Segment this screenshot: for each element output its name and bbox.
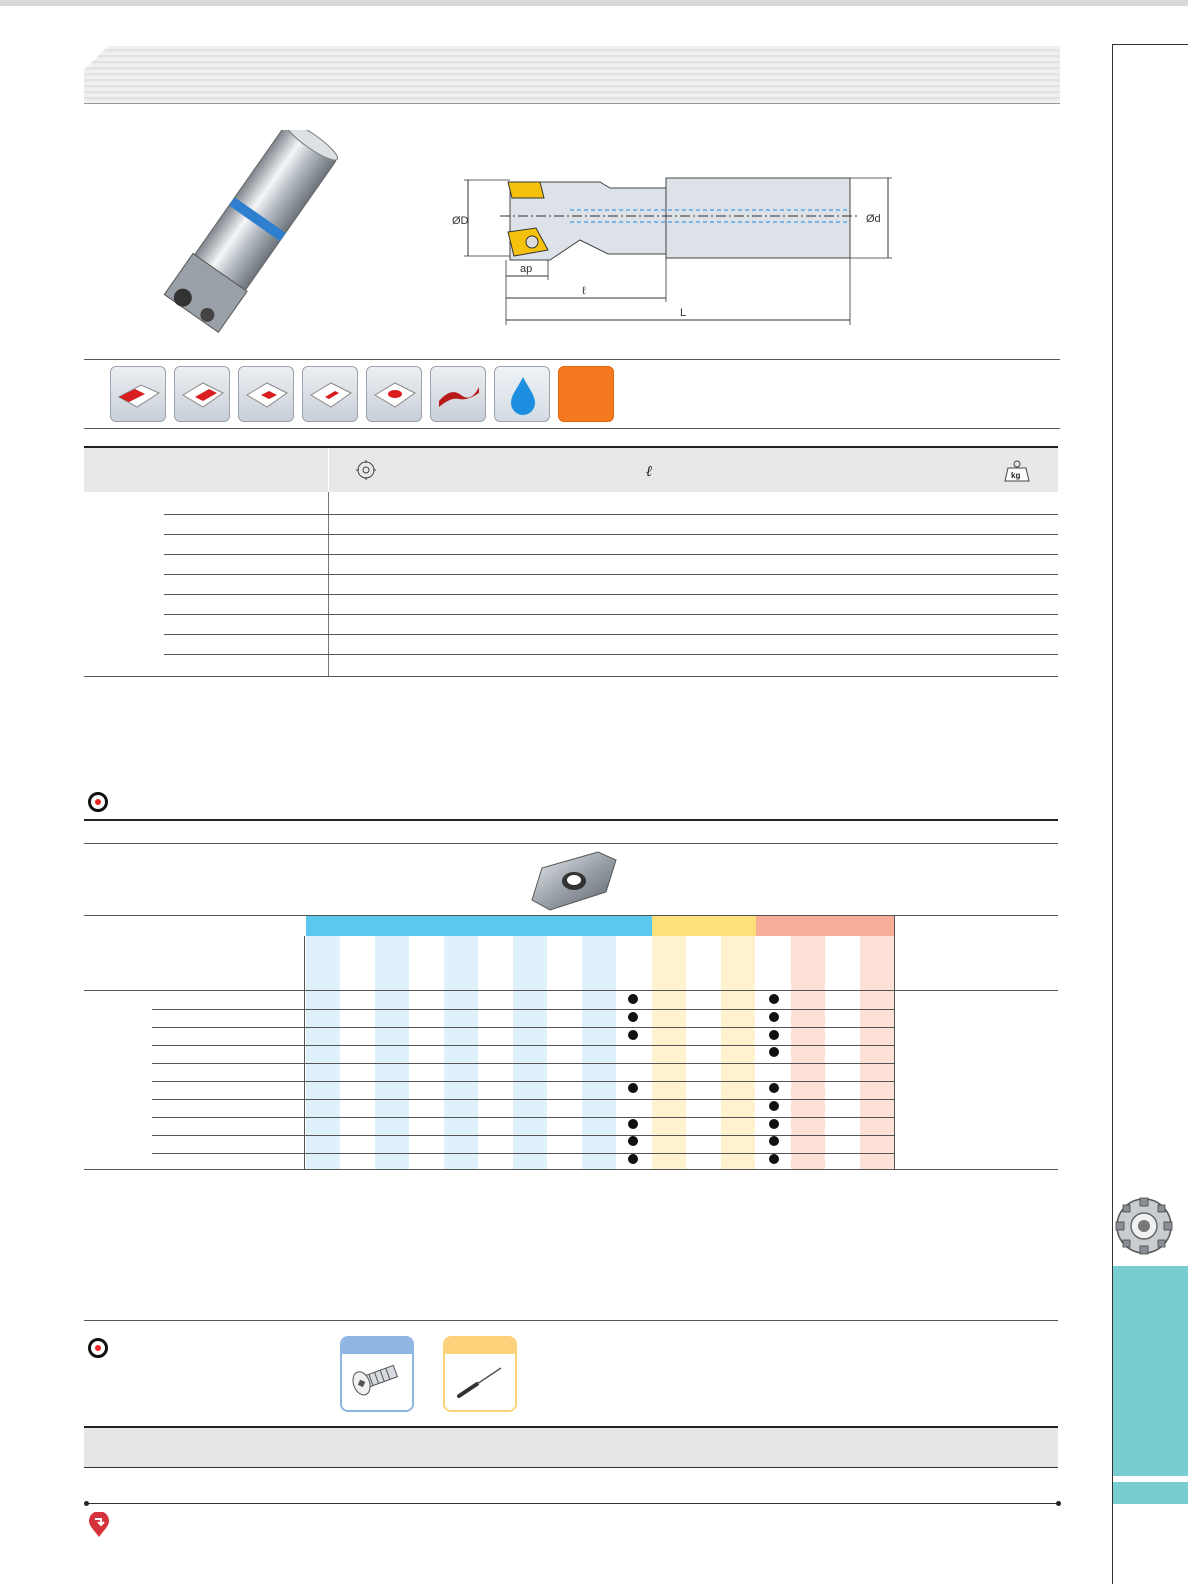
- section-marker-icon: [88, 792, 108, 812]
- table-row: [152, 1117, 894, 1118]
- table-row: [164, 594, 1058, 595]
- availability-dot: [628, 1012, 638, 1022]
- length-l-symbol: ℓ: [646, 462, 653, 480]
- table-row: [152, 1063, 894, 1064]
- table-row: [152, 1135, 894, 1136]
- dimension-drawing: [440, 160, 910, 340]
- grade-group-band-2: [652, 916, 756, 936]
- section-rule: [84, 819, 1058, 821]
- table-row: [164, 534, 1058, 535]
- footer-dot: [1056, 1501, 1061, 1506]
- availability-dot: [769, 1047, 779, 1057]
- wrench-card: [443, 1336, 517, 1412]
- table-row: [164, 554, 1058, 555]
- availability-dot: [628, 1030, 638, 1040]
- availability-dot: [769, 994, 779, 1004]
- clamp-screw-card: [340, 1336, 414, 1412]
- column-divider: [894, 916, 895, 1170]
- end-mill-tool-photo: [120, 130, 370, 340]
- sidebar-section-tab-small[interactable]: [1112, 1482, 1188, 1504]
- label-L: L: [680, 307, 687, 319]
- divider: [84, 359, 1060, 360]
- label-D: ØD: [452, 215, 469, 227]
- title-band: [84, 46, 1060, 104]
- availability-dot: [769, 1101, 779, 1111]
- availability-dot: [769, 1012, 779, 1022]
- pocket-milling-icon: [302, 366, 358, 422]
- table-row: [152, 1045, 894, 1046]
- availability-dot: [628, 1083, 638, 1093]
- availability-dot: [769, 1030, 779, 1040]
- availability-dot: [628, 1119, 638, 1129]
- step-milling-icon: [238, 366, 294, 422]
- face-mill-thumbnail-icon[interactable]: [1114, 1196, 1174, 1256]
- table-row: [152, 1027, 894, 1028]
- parts-table-header: [84, 1426, 1058, 1468]
- availability-dot: [769, 1154, 779, 1164]
- spec-table-header: [84, 446, 1058, 492]
- insert-image: [528, 848, 620, 912]
- sidebar-frame: [1112, 44, 1188, 1164]
- table-row: [164, 514, 1058, 515]
- table-row: [152, 1099, 894, 1100]
- table-row: [164, 634, 1058, 635]
- spec-column-divider: [328, 492, 329, 676]
- label-ap: ap: [520, 263, 533, 275]
- table-row: [152, 1153, 894, 1154]
- grade-group-band-1: [306, 916, 652, 936]
- divider: [84, 428, 1060, 429]
- label-l: ℓ: [582, 285, 586, 297]
- label-d: Ød: [866, 213, 881, 225]
- sidebar-section-tab[interactable]: [1112, 1266, 1188, 1476]
- availability-dot: [628, 1136, 638, 1146]
- balance-icon: [356, 460, 376, 480]
- availability-dot: [769, 1083, 779, 1093]
- table-bottom-rule: [84, 1169, 1058, 1170]
- table-row: [164, 654, 1058, 655]
- top-bar: [0, 0, 1188, 6]
- divider: [84, 1320, 1058, 1321]
- table-row: [164, 574, 1058, 575]
- weight-icon: [1004, 460, 1030, 482]
- contour-milling-icon: [430, 366, 486, 422]
- divider: [84, 843, 1058, 844]
- availability-dot: [628, 1154, 638, 1164]
- coolant-drop-icon: [494, 366, 550, 422]
- availability-dot: [769, 1119, 779, 1129]
- divider: [84, 990, 1058, 991]
- grade-group-band-3: [756, 916, 894, 936]
- wrench-icon: [445, 1354, 515, 1410]
- availability-dot: [769, 1136, 779, 1146]
- shoulder-milling-icon: [110, 366, 166, 422]
- footer-rule: [86, 1503, 1058, 1504]
- section-marker-icon: [88, 1338, 108, 1358]
- clamp-screw-icon: [342, 1354, 412, 1410]
- weight-unit: kg: [1011, 471, 1021, 480]
- orange-material-icon: [558, 366, 614, 422]
- availability-dot: [628, 994, 638, 1004]
- application-icons: [110, 366, 614, 422]
- table-bottom-rule: [84, 676, 1058, 677]
- plunge-milling-icon: [366, 366, 422, 422]
- sidebar-divider: [1112, 1164, 1113, 1584]
- slotting-icon: [174, 366, 230, 422]
- table-row: [152, 1009, 894, 1010]
- table-row: [152, 1081, 894, 1082]
- navigation-pin-icon[interactable]: [88, 1512, 110, 1538]
- table-row: [164, 614, 1058, 615]
- footer-dot: [84, 1501, 89, 1506]
